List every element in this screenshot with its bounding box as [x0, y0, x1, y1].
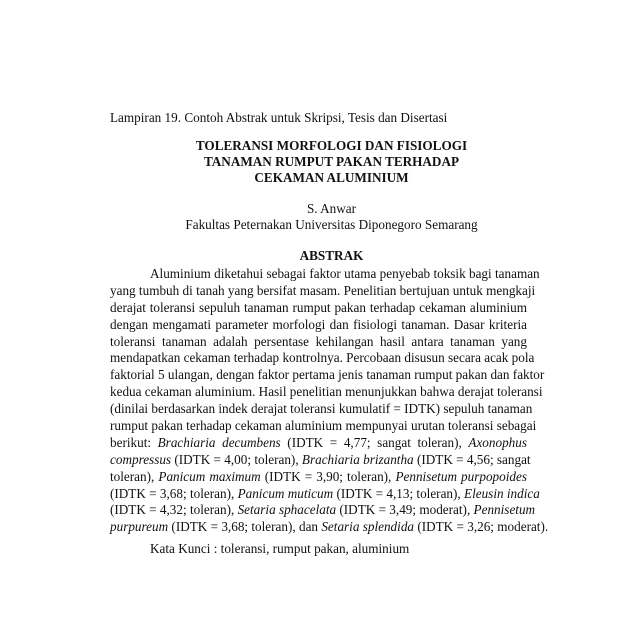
appendix-label: Lampiran 19. Contoh Abstrak untuk Skripsi, Tesis dan Disertasi [110, 110, 448, 125]
abstract-text: (IDTK = 4,56; sangat [413, 451, 531, 467]
species-name: Setaria sphacelata [237, 502, 337, 518]
title-line-3: CEKAMAN ALUMINIUM [254, 170, 409, 185]
abstract-text: (IDTK = 3,26; moderat). [414, 519, 549, 535]
abstract-line [110, 266, 540, 283]
abstract-line [110, 367, 545, 384]
abstract-line [110, 350, 535, 367]
abstract-text: (IDTK = 4,32; toleran), [110, 502, 238, 518]
abstract-text: berikut: [110, 434, 158, 450]
species-name: Eleusin indica [464, 485, 540, 501]
abstract-text: (IDTK = 3,68; toleran), [110, 485, 238, 501]
abstract-text: dengan mengamati parameter morfologi dan fisiologi tanaman. Dasar kriteria [110, 316, 527, 332]
species-name: Panicum muticum [237, 485, 334, 501]
abstract-text: (IDTK = 3,49; moderat), [336, 502, 474, 518]
abstract-text: derajat toleransi sepuluh tanaman rumput pakan terhadap cekaman aluminium [110, 299, 527, 315]
author: S. Anwar [306, 201, 357, 216]
abstract-text: (IDTK = 4,77; sangat toleran), [280, 434, 469, 450]
abstract-text: Aluminium diketahui sebagai faktor utama penyebab toksik bagi tanaman [150, 266, 540, 281]
species-name: purpureum [110, 519, 169, 535]
abstract-heading: ABSTRAK [299, 248, 364, 263]
title-line-1: TOLERANSI MORFOLOGI DAN FISIOLOGI [195, 138, 468, 153]
abstract-line [110, 418, 537, 435]
species-name: Pennisetum purpopoides [395, 468, 527, 484]
abstract-text: (IDTK = 3,68; toleran), dan [168, 519, 322, 535]
abstract-text: mendapatkan cekaman terhadap kontrolnya. Percobaan disusun secara acak pola [110, 350, 535, 366]
species-name: Brachiaria brizantha [301, 451, 414, 467]
species-name: compressus [110, 451, 172, 467]
abstract-text: (IDTK = 4,00; toleran), [171, 451, 302, 467]
abstract-line [110, 469, 527, 486]
abstract-line [110, 300, 527, 317]
abstract-text: kedua cekaman aluminium. Hasil penelitian menunjukkan bahwa derajat toleransi [110, 384, 543, 400]
abstract-line [110, 519, 549, 536]
affiliation: Fakultas Peternakan Universitas Diponegoro Semarang [185, 217, 478, 232]
abstract-line [110, 435, 527, 452]
abstract-text: toleransi tanaman adalah persentase kehilangan hasil antara tanaman yang [110, 333, 527, 349]
species-name: Pennisetum [473, 502, 536, 518]
abstract-text: rumput pakan terhadap cekaman aluminium mempunyai urutan toleransi sebagai [110, 418, 537, 434]
abstract-text: (dinilai berdasarkan indek derajat toleransi kumulatif = IDTK) sepuluh tanaman [110, 401, 533, 417]
species-name: Brachiaria decumbens [157, 434, 281, 450]
species-name: Axonophus [468, 434, 527, 450]
abstract-line [110, 334, 527, 351]
abstract-line [110, 502, 536, 519]
abstract-line [110, 451, 531, 469]
abstract-text: (IDTK = 3,90; toleran), [260, 468, 396, 484]
keywords: Kata Kunci : toleransi, rumput pakan, aluminium [150, 541, 410, 556]
title-line-2: TANAMAN RUMPUT PAKAN TERHADAP [203, 154, 460, 169]
abstract-text: faktorial 5 ulangan, dengan faktor pertama jenis tanaman rumput pakan dan faktor [110, 367, 545, 383]
abstract-text: toleran), [110, 468, 159, 484]
species-name: Setaria splendida [321, 519, 415, 535]
abstract-text: (IDTK = 4,13; toleran), [333, 485, 465, 501]
abstract-text: yang tumbuh di tanah yang bersifat masam. Penelitian bertujuan untuk mengkaji [110, 282, 536, 298]
abstract-line [110, 401, 533, 418]
species-name: Panicum maximum [158, 468, 261, 484]
abstract-line [110, 485, 540, 503]
abstract-line [110, 317, 527, 334]
abstract-line [110, 384, 543, 401]
abstract-line [110, 282, 536, 300]
abstract-body [110, 266, 549, 536]
